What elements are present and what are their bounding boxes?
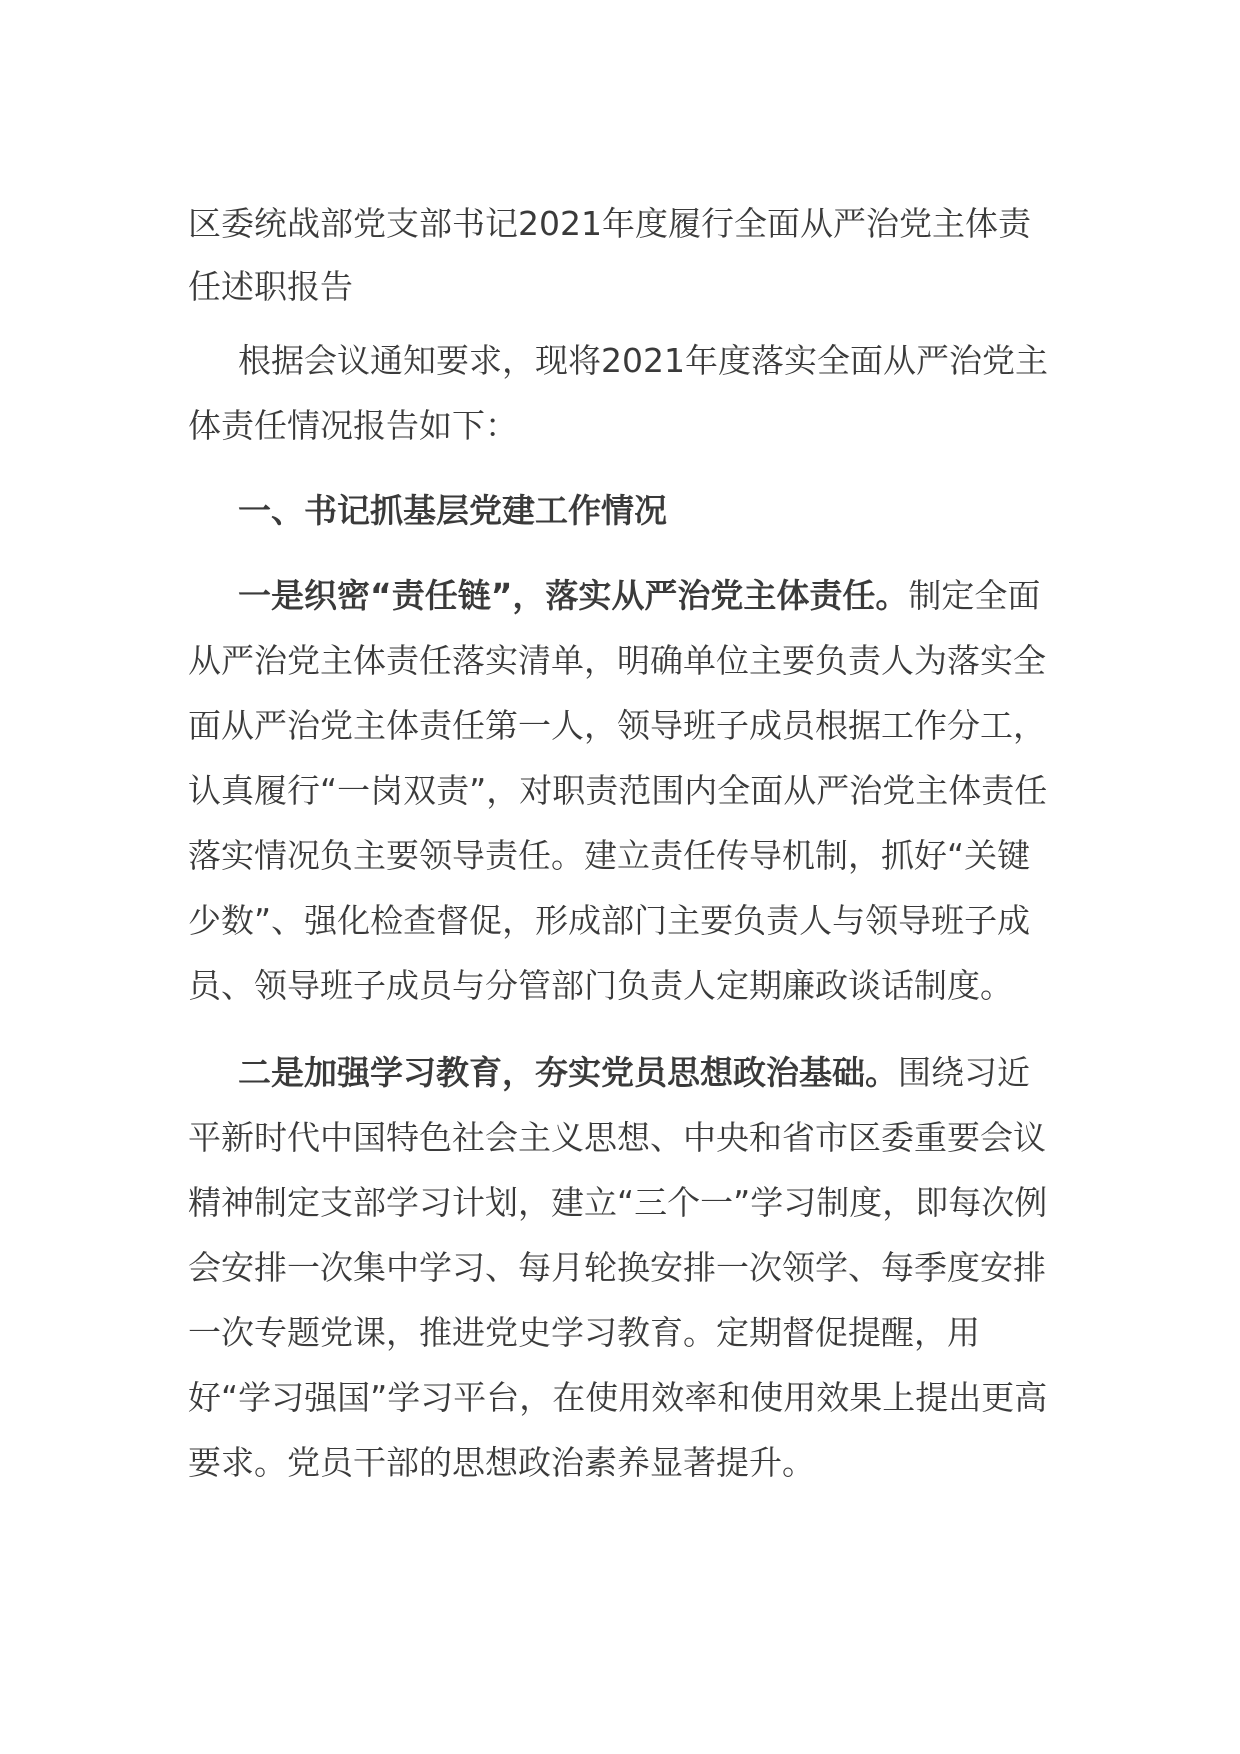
body-paragraph-1 [188,563,1058,1018]
intro-paragraph: 根据会议通知要求，现将2021年度落实全面从严治党主体责任情况报告如下： [188,341,1048,445]
body-paragraph-2 [188,1040,1058,1495]
document-title: 区委统战部党支部书记2021年度履行全面从严治党主体责任述职报告 [188,204,1031,306]
paragraph-body: 制定全面从严治党主体责任落实清单，明确单位主要负责人为落实全面从严治党主体责任第一人，领导班子成员根据工作分工，认真履行“一岗双责”，对职责范围内全面从严治党主体责任落实情况负主要领导责任。建立责任传导机制，抓好“关键少数”、强化检查督促，形成部门主要负责人与领导班子成员、领导班子成员与分管部门负责人定期廉政谈话制度。 [188,576,1048,1005]
paragraph-lead: 二是加强学习教育，夯实党员思想政治基础。 [238,1053,898,1092]
section-heading: 一、书记抓基层党建工作情况 [238,491,667,530]
paragraph-body: 围绕习近平新时代中国特色社会主义思想、中央和省市区委重要会议精神制定支部学习计划，建立“三个一”学习制度，即每次例会安排一次集中学习、每月轮换安排一次领学、每季度安排一次专题党课，推进党史学习教育。定期督促提醒，用好“学习强国”学习平台，在使用效率和使用效果上提出更高要求。党员干部的思想政治素养显著提升。 [188,1053,1048,1482]
document-page [188,192,1058,1517]
paragraph-lead: 一是织密“责任链”，落实从严治党主体责任。 [238,576,909,615]
